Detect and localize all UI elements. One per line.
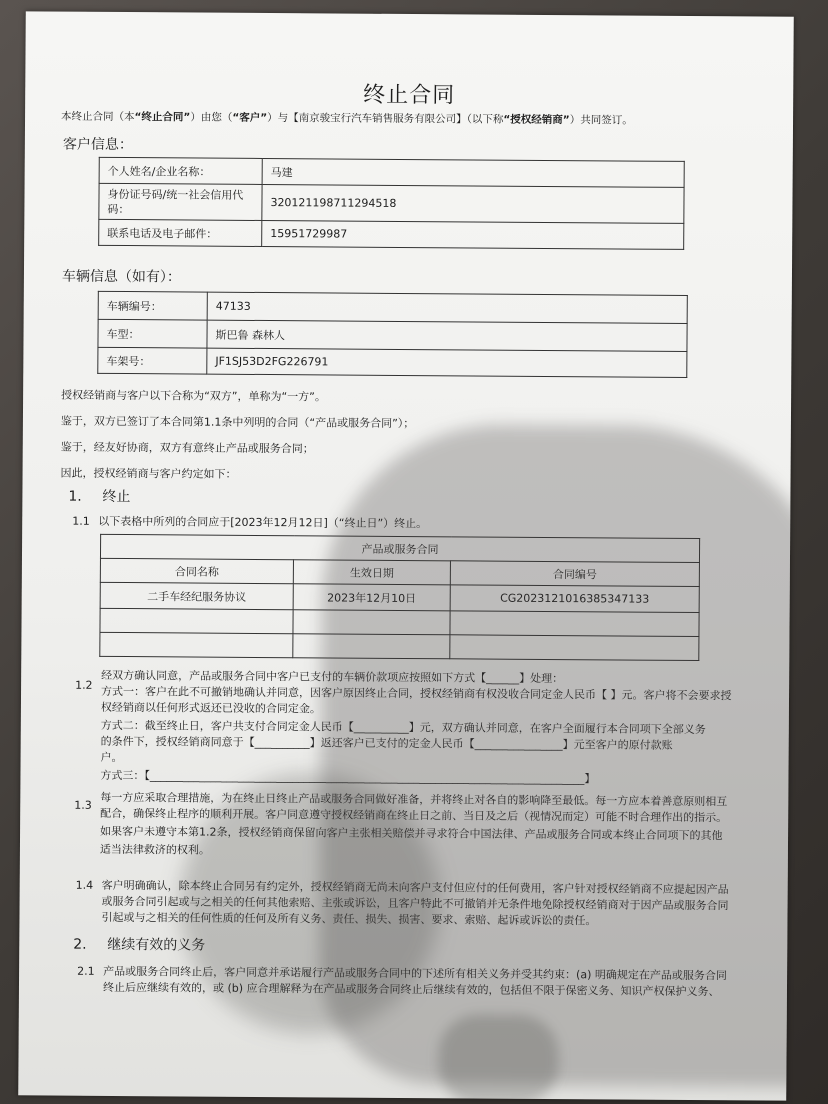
vehicle-number-value: 47133 [207,292,687,323]
table-row [99,219,684,249]
contract-name-cell: 二手车经纪服务协议 [100,582,293,609]
empty-cell [100,608,293,633]
contract-table-caption: 产品或服务合同 [100,534,699,562]
vehicle-label: 车型： [98,319,207,348]
customer-id-value: 320121198711294518 [262,184,684,223]
column-header: 合同名称 [100,558,293,583]
section-2-number: 2. [73,936,87,953]
section-1-number: 1. [68,488,82,505]
vehicle-model-value: 斯巴鲁 森林人 [207,320,687,351]
clause-2-1-line: 终止后应继续有效的，或 (b) 应合理解释为在产品或服务合同终止后继续有效的，包括但不限于保密义务、知识产权保护义务、 [102,980,720,999]
clause-1-4-line: 或服务合同引起或与之相关的任何其他索赔、主张或诉讼，且客户特此不可撤销并无条件地免除授权经销商对于因产品或服务合同 [101,894,729,913]
clause-1-2-number: 1.2 [75,678,93,692]
whereas-paragraph-2: 鉴于，经友好协商，双方有意终止产品或服务合同； [60,440,314,456]
clause-1-4-line: 引起或与之相关的任何性质的任何及所有义务、责任、损失、损害、要求、索赔、起诉或诉讼的责任。 [101,910,597,928]
customer-heading: 客户信息： [62,136,133,154]
vehicle-table [97,291,688,378]
clause-1-2-line: 经双方确认同意，产品或服务合同中客户已支付的车辆价款项应按照如下方式【______】处理： [101,668,564,686]
clause-1-1-text: 以下表格中所列的合同应于[2023年12月12日]（“终止日”）终止。 [98,514,428,531]
vehicle-vin-value: JF1SJ53D2FG226791 [207,348,687,377]
table-row [98,319,687,351]
clause-1-3-line: 如果客户未遵守本第1.2条，授权经销商保留向客户主张相关赔偿并寻求符合中国法律、产品或服务合同或本终止合同项下的其他 [100,824,723,843]
intro-term: “客户” [232,111,268,125]
intro-text: ）与【南京骏宝行汽车销售服务有限公司】（以下称 [267,112,504,126]
column-header: 生效日期 [293,560,450,585]
intro-term: “终止合同” [134,111,191,124]
contract-number-cell: CG2023121016385347133 [450,585,699,613]
effective-date-cell: 2023年12月10日 [293,584,450,611]
table-row [98,347,687,377]
clause-1-2-line: 权经销商以任何形式返还已没收的合同定金。 [100,700,321,716]
customer-label: 联系电话及电子邮件： [99,219,262,246]
clause-2-1-line: 产品或服务合同终止后，客户同意并承诺履行产品或服务合同中的下述所有相关义务并受其约束：(a) 明确规定在产品或服务合同 [103,964,727,983]
parties-paragraph: 授权经销商与客户以下合称为“双方”，单称为“一方”。 [61,388,326,404]
clause-1-2-line: 方式一：客户在此不可撤销地确认并同意，因客户原因终止合同，授权经销商有权没收合同定金人民币【 】元。客户将不会要求授 [101,684,732,703]
therefore-paragraph: 因此，授权经销商与客户约定如下： [60,466,237,481]
vehicle-label: 车架号： [98,347,207,374]
vehicle-heading: 车辆信息（如有）： [61,268,181,286]
clause-1-4-number: 1.4 [75,878,94,892]
document-title: 终止合同 [363,82,456,109]
hand-shadow [179,772,441,1034]
intro-text: ）由您（ [190,111,233,124]
table-row [98,291,687,323]
clause-1-3-number: 1.3 [74,798,92,812]
column-header: 合同编号 [450,561,699,587]
clause-1-2-line: 方式二：截至终止日，客户共支付合同定金人民币【__________】元，双方确认并同意，在客户全面履行本合同项下全部义务 [100,718,706,737]
section-2-title: 继续有效的义务 [107,936,206,954]
table-row [99,183,684,223]
customer-label: 身份证号码/统一社会信用代码： [99,183,262,220]
customer-name-value: 马建 [262,158,684,187]
customer-phone-value: 15951729987 [262,220,684,249]
empty-cell [100,632,293,657]
customer-label: 个人姓名/企业名称： [99,157,262,184]
table-row [99,157,684,187]
intro-text: 本终止合同（本 [61,110,135,124]
intro-paragraph [61,110,633,129]
whereas-paragraph-1: 鉴于，双方已签订了本合同第1.1条中列明的合同（“产品或服务合同”）； [60,414,415,431]
clause-1-2-line: 户。 [100,750,123,765]
clause-1-2-line: 方式三：【_______________________________________________________________________________】 [100,768,596,786]
clause-1-3-line: 每一方应采取合理措施，为在终止日终止产品或服务合同做好准备，并将终止对各自的影响降至最低。每一方应本着善意原则相互 [100,790,728,809]
contract-page [18,11,794,1100]
clause-1-1-number: 1.1 [72,514,90,528]
clause-1-3-line: 适当法律救济的权利。 [99,842,210,857]
customer-table [98,157,685,250]
clause-1-4-line: 客户明确确认，除本终止合同另有约定外，授权经销商无尚未向客户支付但应付的任何费用，客户针对授权经销商不应提起因产品 [101,878,729,897]
clause-1-3-line: 配合，确保终止程序的顺利开展。客户同意遵守授权经销商在终止日之前、当日及之后（视情况而定）可能不时合理作出的指示。 [100,806,728,825]
vehicle-label: 车辆编号： [98,291,207,320]
hand-shadow [438,1014,559,1100]
intro-text: ）共同签订。 [569,114,633,127]
section-1-title: 终止 [102,488,131,506]
clause-1-2-line: 的条件下，授权经销商同意于【__________】返还客户已支付的定金人民币【________________】元至客户的原付款账 [100,734,673,752]
intro-term: “授权经销商” [503,113,570,127]
clause-2-1-number: 2.1 [77,964,95,978]
